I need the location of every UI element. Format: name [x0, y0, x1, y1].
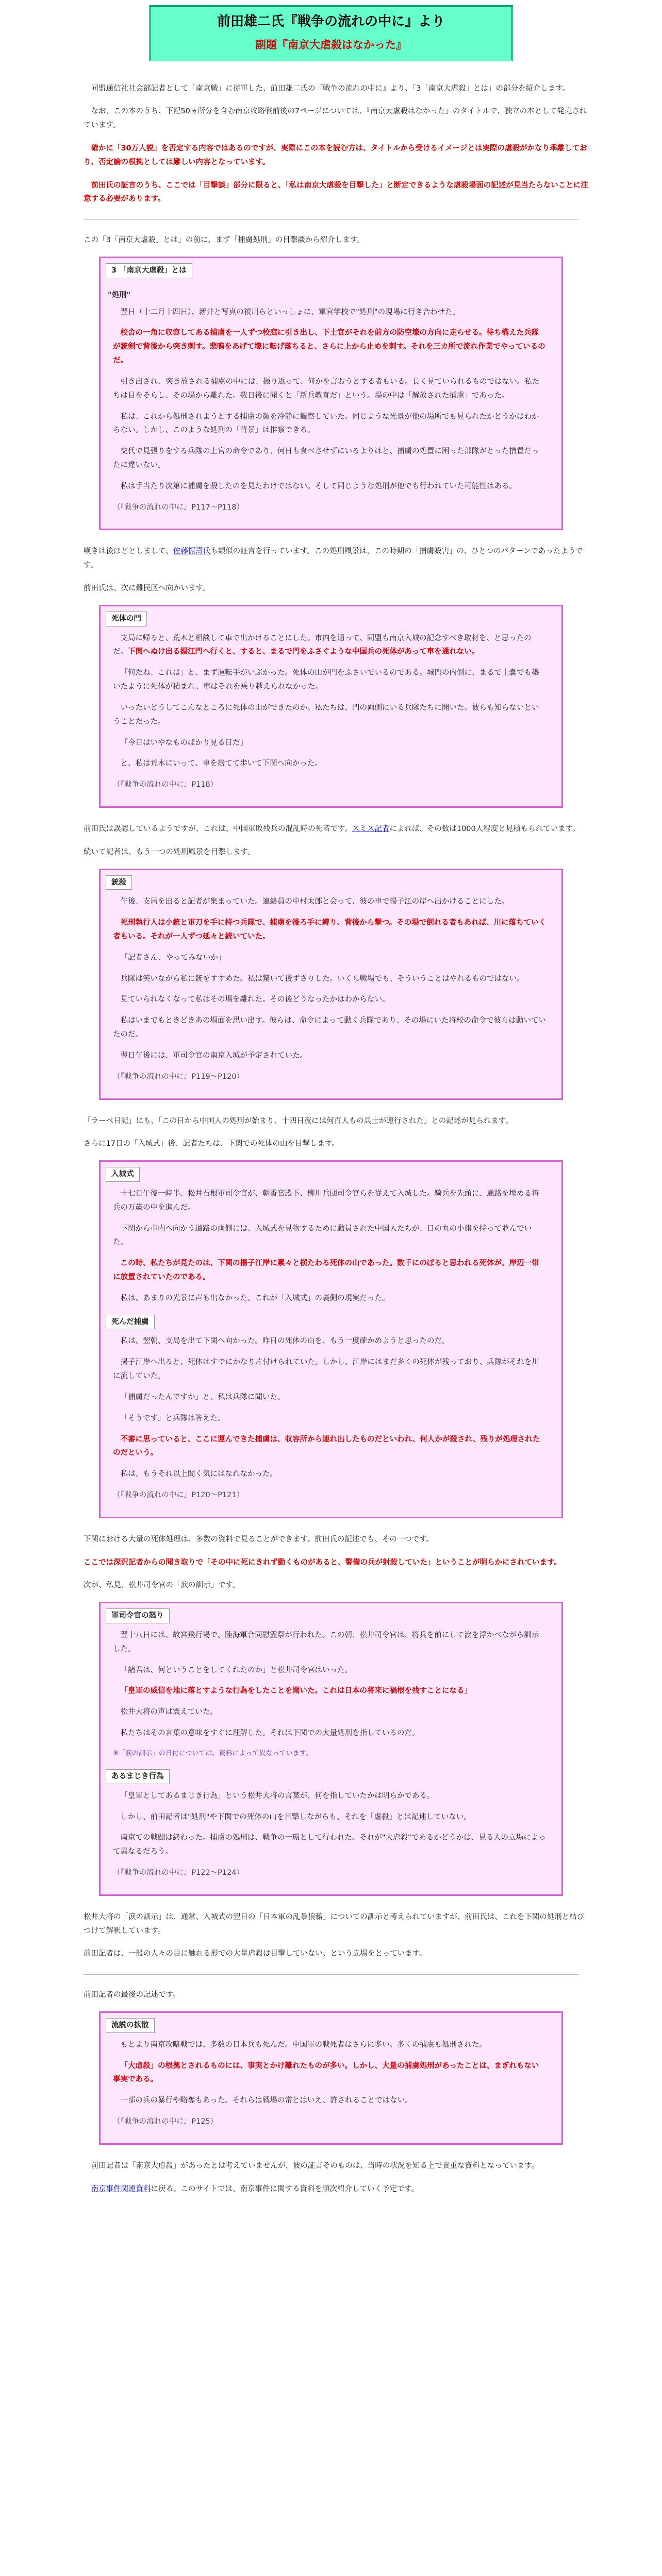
quote-paragraph: もとより南京攻略戦では、多数の日本兵も死んだ。中国軍の戦死者はさらに多い。多くの捕虜も処刑された。 [120, 2040, 487, 2049]
quote-paragraph: 兵隊は笑いながら私に銃をすすめた。私は驚いて後ずさりした。いくら戦場でも、そういうことはやれるものではない。 [120, 974, 524, 983]
quote-paragraph: 翌十八日には、故宮飛行場で、陸海軍合同慰霊祭が行われた。この朝、松井司令官は、将兵を前にして涙を浮かべながら訓示した。 [113, 1631, 539, 1653]
page-subtitle: 副題『南京大虐殺はなかった』 [255, 39, 407, 51]
highlight-text: この時、私たちが見たのは、下関の揚子江岸に累々と横たわる死体の山であった。数千にのぼると思われる死体が、岸辺一帯に放置されていたのである。 [113, 1259, 539, 1281]
section-lead: この「3「南京大虐殺」とは」の前に、まず「捕虜処刑」の目撃談から紹介します。 [84, 236, 365, 245]
quote-box [99, 605, 563, 808]
lead-text: によれば、その数は1000人程度と見積もられています。 [389, 824, 580, 833]
quote-paragraph: 私は、あまりの光景に声も出なかった。これが「入城式」の裏側の現実だった。 [120, 1294, 390, 1302]
quote-paragraph: 私たちはその言葉の意味をすぐに理解した。それは下関での大量処刑を指しているのだ。 [120, 1729, 420, 1738]
quote-paragraph: 「諸君は、何ということをしてくれたのか」と松井司令官はいった。 [120, 1666, 352, 1674]
quote-paragraph: 「何だね、これは」と、まず運転手がいぶかった。死体の山が門をふさいでいるのである。城門の内側に、まるで土嚢でも築いたように死体が積まれ、車はそれを乗り越えられなかった。 [113, 669, 539, 691]
quote-paragraph: 私は、もうそれ以上聞く気にはなれなかった。 [120, 1470, 277, 1479]
quote-paragraph: 見ていられなくなって私はその場を離れた。その後どうなったかはわからない。 [120, 995, 390, 1004]
highlight-text: 下関へぬけ出る揚江門へ行くと、すると、まるで門をふさぐような中国兵の死体があって車を通れない。 [128, 648, 479, 656]
quote-title: 死んだ捕虜 [106, 1315, 155, 1330]
quote-paragraph: 「今日はいやなものばかり見る日だ」 [120, 738, 247, 747]
quote-paragraph: 南京での戦闘は終わった。捕虜の処刑は、戦争の一環として行われた。それが"大虐殺"であるかどうかは、見る人の立場によって異なるだろう。 [113, 1834, 546, 1856]
highlight-text: 校舎の一角に収容してある捕虜を一人ずつ校庭に引き出し、下士官がそれを前方の防空壕の方向に走らせる。待ち構えた兵隊が銃剣で背後から突き刺す。悲鳴をあげて壕に転げ落ちると、さらに上から止めを刺す。それを三カ所で流れ作業でやっているのだ。 [113, 329, 545, 365]
quote-paragraph: 翌日午後には、軍司令官の南京入城が予定されていた。 [120, 1051, 307, 1060]
closing-paragraph [73, 2182, 589, 2196]
section-lead: 前田氏は、次に難民区へ向かいます。 [84, 584, 210, 592]
intro-paragraph: 同盟通信社社会部記者として「南京戦」に従軍した、前田雄二氏の『戦争の流れの中に』より、「3「南京大虐殺」とは」の部分を紹介します。 [91, 84, 570, 93]
quote-title: あるまじき行為 [106, 1769, 170, 1784]
section-lead: 「ラーベ日記」にも、「この日から中国人の処刑が始まり、十四日夜には何百人もの兵士が連行された」との記述が見られます。 [84, 1116, 513, 1125]
quote-heading: "処刑" [108, 291, 131, 299]
section-lead: 松井大将の「涙の訓示」は、通常、入城式の翌日の「日本軍の乱暴狼藉」についての訓示と考えられていますが、前田氏は、これを下関の処刑と結びつけて解釈しています。 [84, 1912, 585, 1935]
highlight-text: 死刑執行人は小銃と軍刀を手に持つ兵隊で、捕虜を後ろ手に縛り、背後から撃つ。その場で倒れる者もあれば、川に落ちていく者もいる。それが一人ずつ延々と続いていた。 [113, 919, 546, 941]
quote-source: （『戦争の流れの中に』P120〜P121） [113, 1490, 244, 1499]
quote-title: 入城式 [106, 1167, 140, 1182]
quote-box [99, 1160, 563, 1518]
quote-paragraph: 翌日（十二月十四日）、新井と写真の祓川らといっしょに、軍官学校で"処刑"の現場に行き合わせた。 [120, 308, 460, 316]
quote-paragraph: 私は手当たり次第に捕虜を殺したのを見たわけではない。そして同じような処刑が他でも行われていた可能性はある。 [120, 482, 517, 490]
quote-paragraph: 松井大将の声は震えていた。 [120, 1708, 218, 1717]
witness-link[interactable]: 佐藤振壽氏 [173, 547, 211, 556]
quote-paragraph: 私はいまでもときどきあの場面を思い出す。彼らは、命令によって動く兵隊であり、その場にいた将校の命令で彼らは動いていたのだ。 [113, 1016, 546, 1039]
intro-paragraph [73, 179, 589, 207]
quote-source: （『戦争の流れの中に』P118） [113, 781, 218, 789]
quote-source: （『戦争の流れの中に』P117〜P118） [113, 503, 244, 512]
quote-title: 銃殺 [106, 875, 132, 890]
quote-paragraph: 下関から市内へ向かう道路の両側には、入城式を見物するために動員された中国人たちが、日の丸の小旗を持って並んでいた。 [113, 1224, 532, 1247]
lead-text: 嘆きは後ほどとしまして、 [84, 547, 173, 556]
quote-box [99, 2011, 563, 2145]
closing-paragraph: 前田記者は「南京大虐殺」があったとは考えていませんが、彼の証言そのものは、当時の状況を知る上で貴重な資料となっています。 [91, 2161, 539, 2170]
quote-paragraph: 「捕虜だったんですか」と、私は兵隊に聞いた。 [120, 1393, 285, 1401]
quote-paragraph: 「そうです」と兵隊は答えた。 [120, 1414, 225, 1422]
highlight-text: 「皇軍の威信を地に落とすような行為をしたことを聞いた。これは日本の将来に禍根を残すことになる」 [120, 1687, 472, 1696]
lead-text: も類似の証言を行っています。この処刑風景は、この時期の「捕虜殺害」の、ひとつのパターンであったようです。 [84, 547, 583, 570]
quote-title: 流説の拡散 [106, 2018, 155, 2033]
quote-paragraph: 揚子江岸へ出ると、死体はすでにかなり片付けられていた。しかし、江岸にはまだ多くの死体が残っており、兵隊がそれを川に流していた。 [113, 1358, 539, 1381]
section-lead [73, 1556, 589, 1570]
quote-paragraph: 「記者さん、やってみないか」 [120, 953, 226, 962]
quote-paragraph: 私は、翌朝、支局を出て下関へ向かった。昨日の死体の山を、もう一度確かめようと思ったのだ。 [120, 1337, 450, 1346]
lead-text: 前田氏は誤認しているようですが、これは、中国軍敗残兵の混乱時の死者です。 [84, 824, 352, 833]
quote-box [99, 1602, 563, 1896]
quote-paragraph [113, 2059, 546, 2087]
intro-paragraph [73, 142, 589, 170]
quote-paragraph: 引き出され、突き放される捕虜の中には、振り返って、何かを言おうとする者もいる。長く見ていられるものではない。私たちは目をそらし、その場から離れた。数日後に聞くと「新兵教育だ」という。場の中は「解放された捕虜」であった。 [113, 377, 540, 400]
quote-paragraph: 「皇軍としてあるまじき行為」という松井大将の言葉が、何を指していたかは明らかである。 [120, 1791, 435, 1800]
section-lead: 続いて記者は、もう一つの処刑風景を目撃します。 [84, 848, 255, 856]
quote-paragraph: いったいどうしてこんなところに死体の山ができたのか。私たちは、門の両側にいる兵隊たちに聞いた。彼らも知らないということだった。 [113, 703, 539, 726]
quote-paragraph [113, 916, 546, 944]
quote-paragraph: 私は、これから処刑されようとする捕虜の顔を冷静に観察していた。同じような光景が他の場所でも見られたかどうかはわからない。しかし、このような処刑の「背景」は推察できる。 [113, 412, 539, 435]
quote-paragraph: しかし、前田記者は"処刑"や下関での死体の山を目撃しながらも、それを「虐殺」とは記述していない。 [120, 1812, 471, 1821]
quote-box [99, 257, 563, 530]
title-box [149, 5, 513, 61]
quote-title: 死体の門 [106, 612, 147, 626]
section-lead [73, 545, 589, 572]
quote-paragraph [113, 632, 546, 659]
page-title: 前田雄二氏『戦争の流れの中に』より [217, 14, 445, 29]
quote-source: （『戦争の流れの中に』P125） [113, 2117, 218, 2126]
section-lead: 次が、私見、松井司令官の「涙の訓示」です。 [84, 1581, 240, 1590]
quote-title: 軍司令官の怒り [106, 1608, 170, 1623]
quote-paragraph: 一部の兵の暴行や略奪もあった。それらは戦場の常とはいえ、許されることではない。 [120, 2096, 412, 2105]
quote-paragraph [113, 1684, 546, 1698]
quote-source: （『戦争の流れの中に』P119〜P120） [113, 1072, 244, 1081]
quote-paragraph [113, 326, 546, 367]
quote-paragraph: 午後、支局を出ると記者が集まっていた。連絡員の中村太郎と会って、彼の車で揚子江の岸へ出かけることにした。 [120, 897, 509, 906]
quote-paragraph [113, 1257, 546, 1284]
quote-text: 支局に帰ると、荒木と相談して車で出かけることにした。市内を通って、同盟も南京入城の記念すべき取材を、と思ったのだ。 [113, 634, 532, 656]
page [73, 0, 589, 2196]
highlight-text: ここでは深沢記者からの聞き取りで「その中に死にきれず動くものがあると、警備の兵が射殺していた」ということが明らかにされています。 [84, 1558, 561, 1567]
highlight-text: 確かに「30万人説」を否定する内容ではあるのですが、実際にこの本を読む方は、タイトルから受けるイメージとは実際の虐殺がかなり乖離しており、否定論の根拠としては難しい内容となっています。 [84, 144, 587, 166]
divider [84, 1974, 578, 1975]
quote-paragraph: 十七日午後一時半、松井石根軍司令官が、朝香宮殿下、柳川兵団司令官らを従えて入城した。騎兵を先頭に、通路を埋める将兵の万歳の中を進んだ。 [113, 1189, 539, 1212]
quote-paragraph [113, 1433, 546, 1461]
highlight-text: 「大虐殺」の根拠とされるものには、事実とかけ離れたものが多い。しかし、大量の捕虜処刑があったことは、まぎれもない事実である。 [113, 2061, 539, 2084]
back-link[interactable]: 南京事件関連資料 [91, 2184, 151, 2193]
quote-note: ※「涙の訓示」の日付については、資料によって異なっています。 [113, 1749, 312, 1757]
divider [84, 219, 578, 220]
witness-link[interactable]: スミス記者 [352, 824, 390, 833]
section-lead: さらに17日の「入城式」後、記者たちは、下関での死体の山を目撃します。 [84, 1140, 339, 1148]
closing-text: に戻る。このサイトでは、南京事件に関する資料を順次紹介していく予定です。 [151, 2184, 419, 2193]
quote-paragraph: 交代で見張りをする兵隊の上官の命令であり、何日も食べさせずにいるよりはと、捕虜の処置に困った部隊がとった措置だったに違いない。 [113, 447, 539, 469]
quote-box [99, 869, 563, 1100]
section-lead: 前田記者の最後の記述です。 [84, 1991, 180, 1999]
intro-paragraph: なお、この本のうち、下記50ヵ所分を含む南京攻略戦前後の7ページについては、『南京大虐殺はなかった』のタイトルで、独立の本として発売されています。 [84, 107, 587, 130]
section-lead: 前田記者は、一般の人々の目に触れる形での大量虐殺は目撃していない、という立場をとっています。 [84, 1950, 427, 1958]
section-lead [73, 822, 589, 836]
quote-source: （『戦争の流れの中に』P122〜P124） [113, 1868, 244, 1877]
highlight-text: 前田氏の証言のうち、ここでは「目撃談」部分に限ると、「私は南京大虐殺を目撃した」と断定できるような虐殺場面の記述が見当たらないことに注意する必要があります。 [84, 181, 588, 204]
section-lead: 下関における大量の死体処理は、多数の資料で見ることができます。前田氏の記述でも、その一つです。 [84, 1535, 434, 1544]
quote-paragraph: と、私は荒木にいって、車を捨てて歩いて下関へ向かった。 [120, 759, 322, 768]
quote-title: 3 「南京大虐殺」とは [106, 263, 192, 278]
highlight-text: 不審に思っていると、ここに運んできた捕虜は、収容所から連れ出したものだといわれ、何人かが殺され、残りが処理されたのだという。 [113, 1435, 540, 1458]
